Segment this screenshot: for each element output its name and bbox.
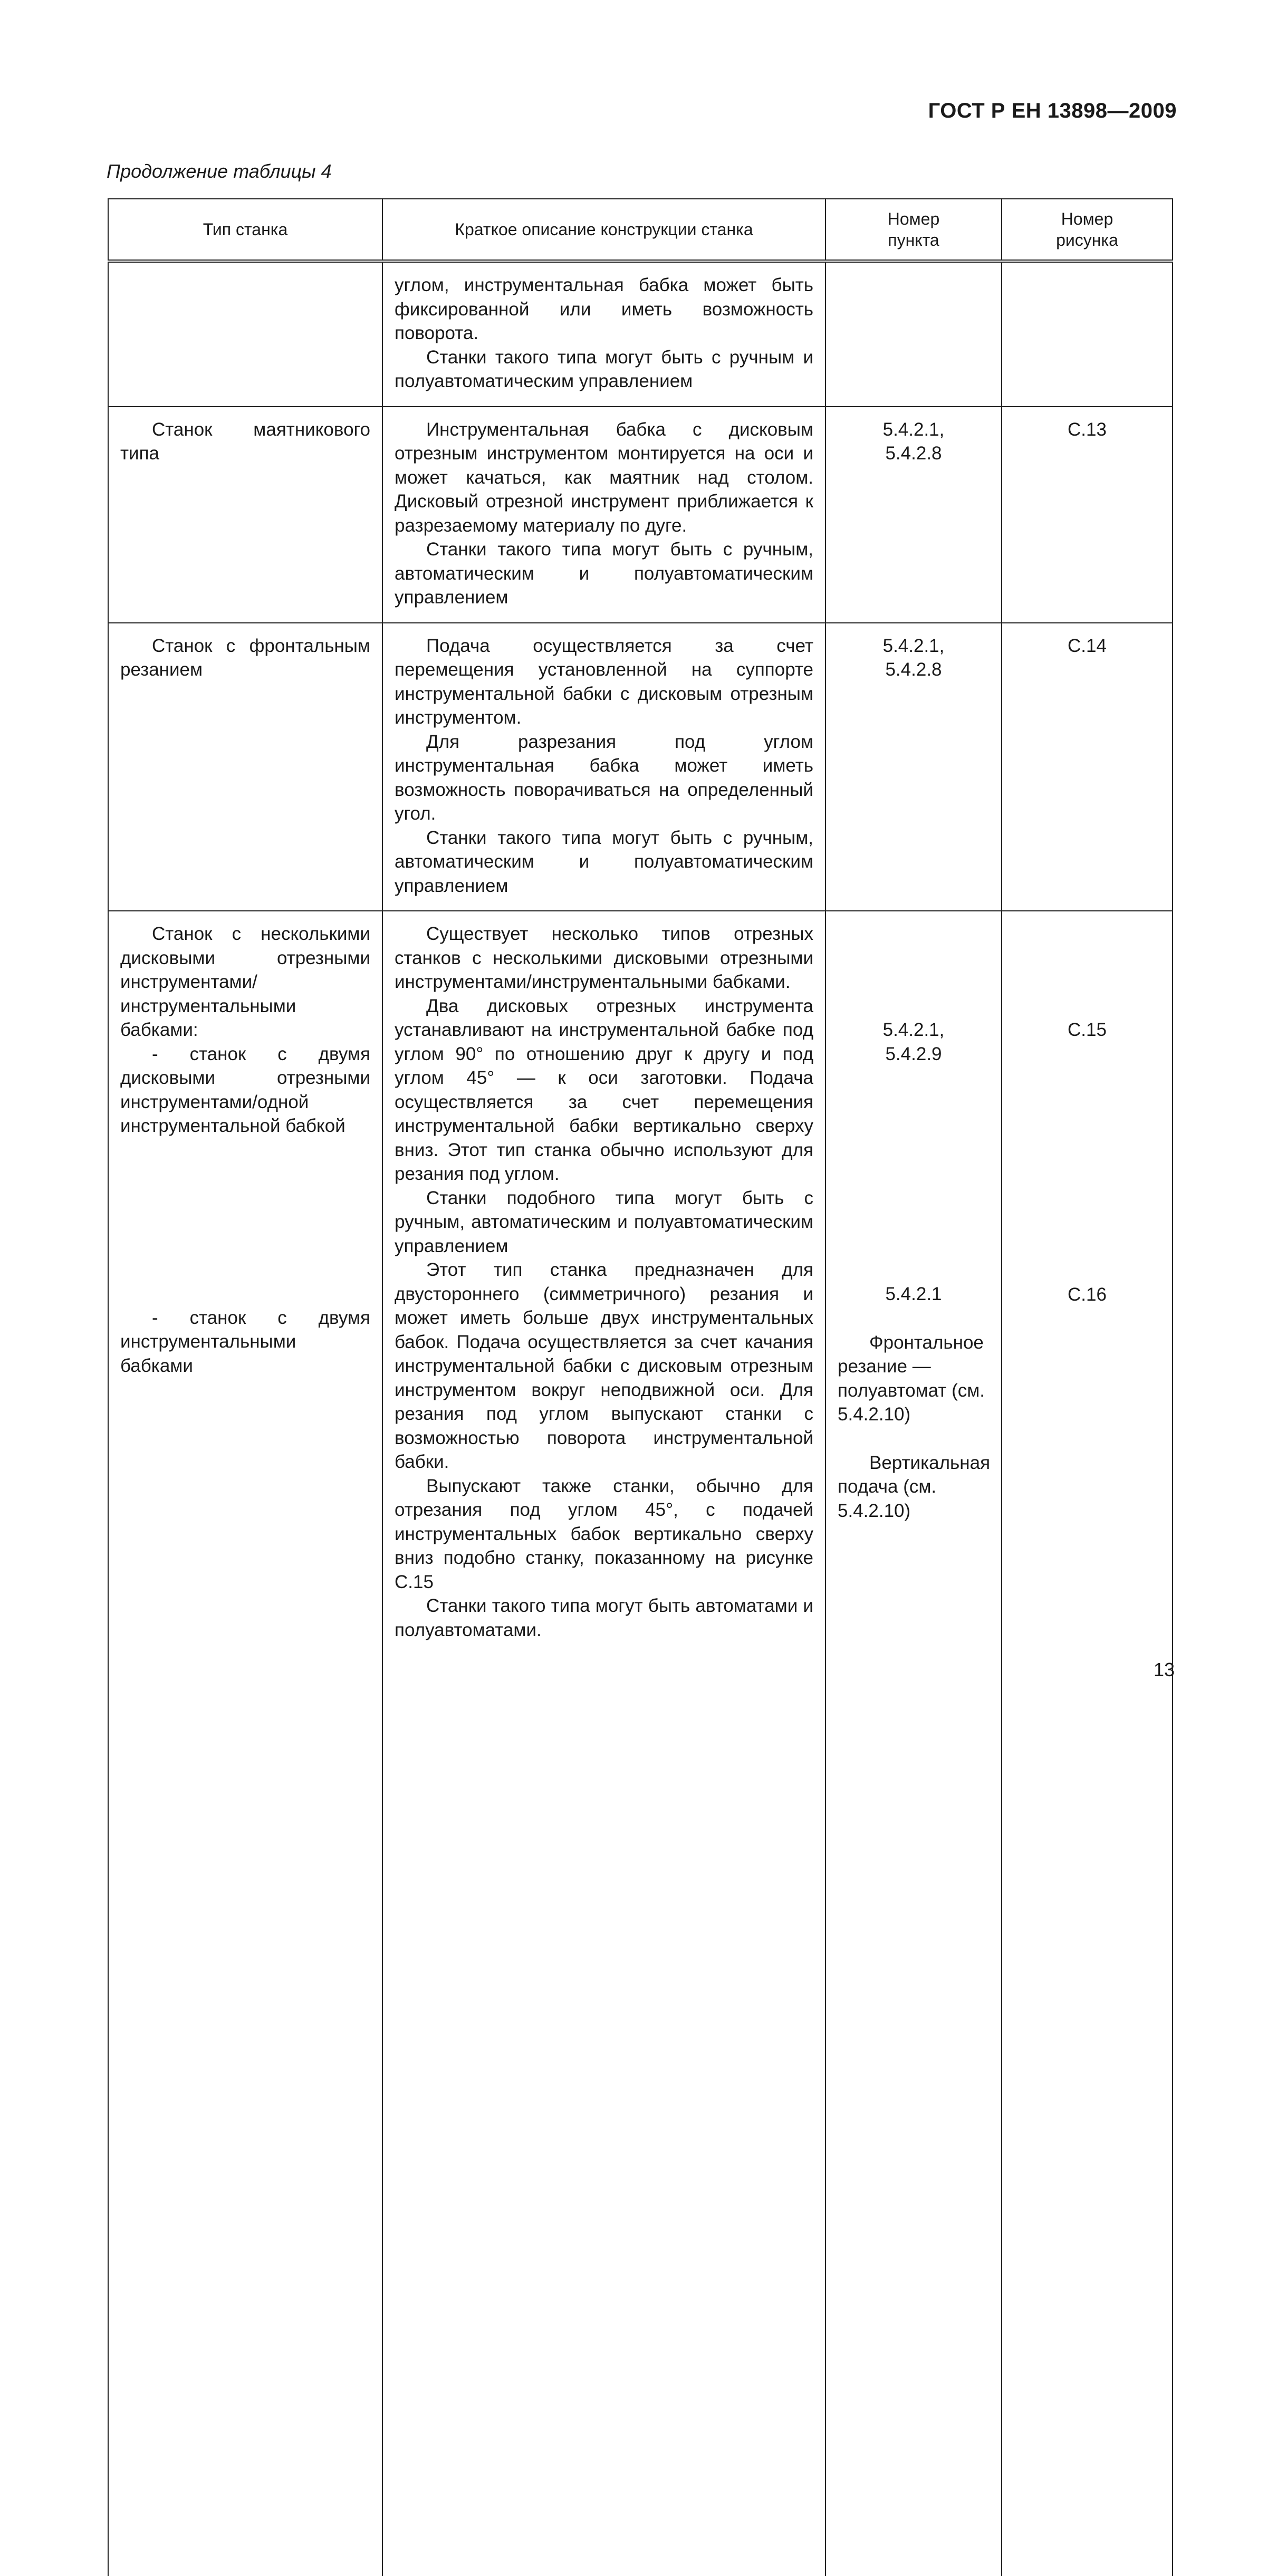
column-header-description: Краткое описание конструкции станка xyxy=(382,199,825,261)
description-paragraph: углом, инструментальная бабка может быть фиксированной или иметь возможность поворота. xyxy=(395,275,813,343)
description-paragraph: Существует несколько типов отрезных станков с несколькими дисковыми отрезными инструментами/инструментальными бабками. xyxy=(395,924,813,992)
cell-clause-number: 5.4.2.1, 5.4.2.8 xyxy=(825,623,1002,911)
column-header-type: Тип станка xyxy=(108,199,382,261)
table-caption: Продолжение таблицы 4 xyxy=(107,160,332,182)
cell-figure-number: С.14 xyxy=(1002,623,1173,911)
machine-type-label: Станок с несколькими дисковыми отрезными инструментами/инструментальными бабками: xyxy=(120,924,370,1040)
column-header-clause-number: Номер пункта xyxy=(825,199,1002,261)
description-paragraph: Для разрезания под углом инструментальная бабка может иметь возможность поворачиваться на определенный угол. xyxy=(395,731,813,824)
description-paragraph: Станки такого типа могут быть с ручным, автоматическим и полуавтоматическим управлением xyxy=(395,827,813,896)
column-header-figure-number: Номер рисунка xyxy=(1002,199,1173,261)
description-paragraph: Станки подобного типа могут быть с ручным, автоматическим и полуавтоматическим управлением xyxy=(395,1187,813,1256)
description-paragraph: Станки такого типа могут быть автоматами и полуавтоматами. xyxy=(395,1595,813,1640)
machine-type-label: Станок с фронтальным резанием xyxy=(120,635,370,680)
table-row xyxy=(108,623,1173,911)
machine-subtype-label: - станок с двумя инструментальными бабками xyxy=(120,1307,370,1376)
clause-number: 5.4.2.1 xyxy=(885,1284,942,1304)
table-row xyxy=(108,261,1173,407)
machine-types-table xyxy=(108,198,1173,2576)
description-paragraph: Станки такого типа могут быть с ручным и полуавтоматическим управлением xyxy=(395,347,813,391)
page-number: 13 xyxy=(1153,1659,1175,1680)
table-header-row xyxy=(108,199,1173,261)
figure-number: С.15 xyxy=(1068,1020,1107,1040)
description-paragraph: Выпускают также станки, обычно для отрезания под углом 45°, с подачей инструментальных бабок вертикально сверху вниз подобно станку, показанному на рисунке С.15 xyxy=(395,1475,813,1592)
cell-machine-type xyxy=(108,407,382,623)
description-paragraph: Подача осуществляется за счет перемещения установленной на суппорте инструментальной бабки с дисковым отрезным инструментом. xyxy=(395,635,813,728)
cell-machine-type xyxy=(108,911,382,2576)
cell-figure-number xyxy=(1002,911,1173,2576)
clause-note: Вертикальная подача (см. 5.4.2.10) xyxy=(838,1452,991,1521)
table-row xyxy=(108,407,1173,623)
description-paragraph: Станки такого типа могут быть с ручным, автоматическим и полуавтоматическим управлением xyxy=(395,539,813,608)
document-standard-header: ГОСТ Р ЕН 13898—2009 xyxy=(928,99,1177,122)
machine-subtype-label: - станок с двумя дисковыми отрезными инструментами/одной инструментальной бабкой xyxy=(120,1043,370,1136)
description-paragraph: Два дисковых отрезных инструмента устанавливают на инструментальной бабке под углом 90° по отношению друг к другу и под углом 45° — к оси заготовки. Подача осуществляется за счет перемещения инструментальной бабки вертикально сверху вниз. Этот тип станка обычно используют для резания под углом. xyxy=(395,995,813,1184)
cell-machine-type xyxy=(108,623,382,911)
figure-number: С.16 xyxy=(1068,1284,1107,1305)
cell-description xyxy=(382,261,825,407)
cell-description xyxy=(382,911,825,2576)
clause-note: Фронтальное резание — полуавтомат (см. 5.4.2.10) xyxy=(838,1332,985,1425)
cell-machine-type xyxy=(108,261,382,407)
cell-clause-number xyxy=(825,911,1002,2576)
table-row xyxy=(108,911,1173,2576)
description-paragraph: Инструментальная бабка с дисковым отрезным инструментом монтируется на оси и может качаться, как маятник над столом. Дисковый отрезной инструмент приближается к разрезаемому материалу по дуге. xyxy=(395,419,813,536)
cell-description xyxy=(382,623,825,911)
description-paragraph: Этот тип станка предназначен для двустороннего (симметричного) резания и может иметь больше двух инструментальных бабок. Подача осуществляется за счет качания инструментальной бабки с дисковым отрезным инструментом вокруг неподвижной оси. Для резания под углом выпускают станки с возможностью поворота инструментальной бабки. xyxy=(395,1260,813,1472)
cell-figure-number xyxy=(1002,261,1173,407)
clause-number: 5.4.2.1, 5.4.2.9 xyxy=(882,1020,945,1064)
cell-figure-number: С.13 xyxy=(1002,407,1173,623)
machine-type-label: Станок маятникового типа xyxy=(120,419,370,464)
cell-clause-number: 5.4.2.1, 5.4.2.8 xyxy=(825,407,1002,623)
cell-description xyxy=(382,407,825,623)
cell-clause-number xyxy=(825,261,1002,407)
